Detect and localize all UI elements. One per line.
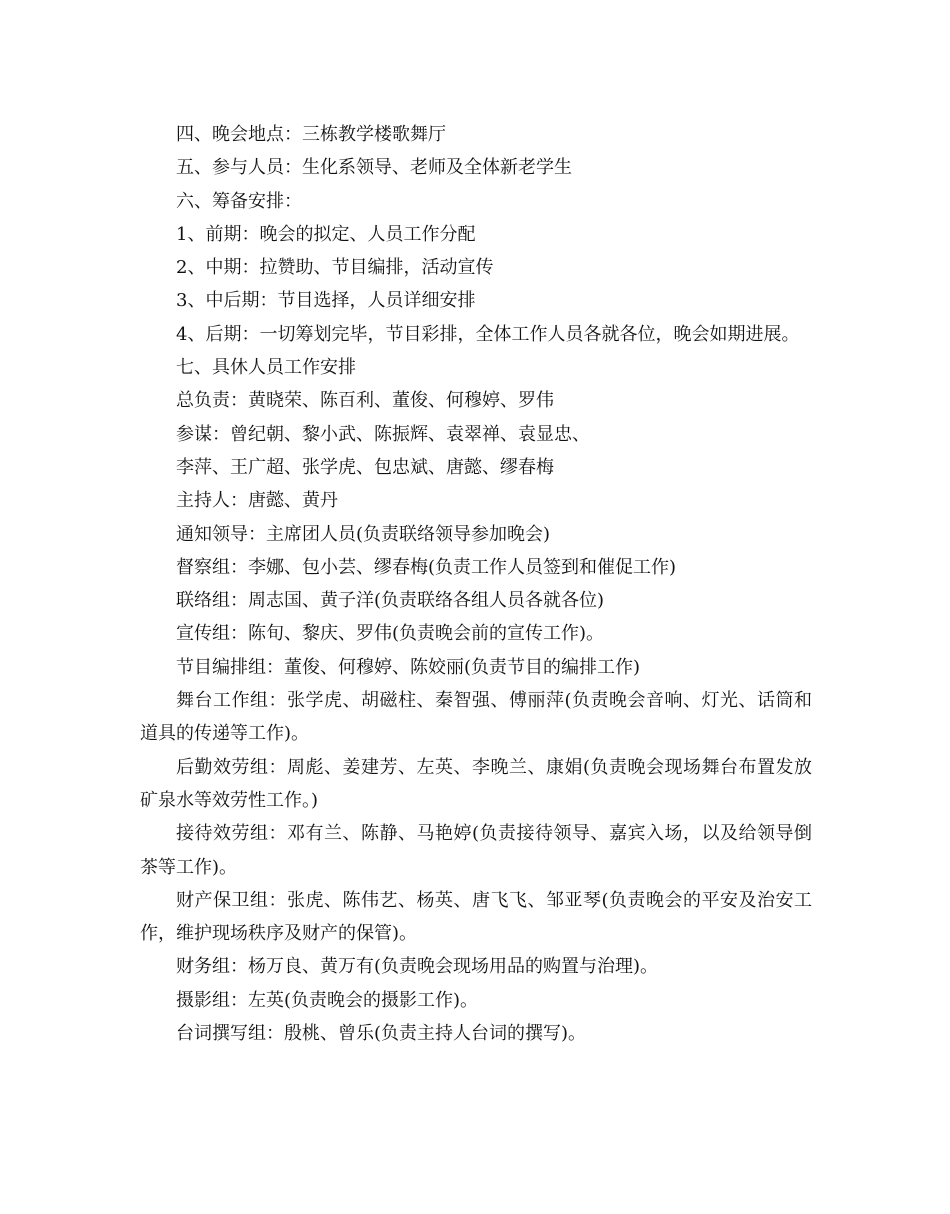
paragraph-general-lead: 总负责：黄晓荣、陈百利、董俊、何穆婷、罗伟	[176, 390, 554, 412]
paragraph-reception: 接待效劳组：邓有兰、陈静、马艳婷(负责接待领导、嘉宾入场，以及给领导倒茶等工作)。	[140, 823, 812, 878]
paragraph-stage: 舞台工作组：张学虎、胡磁柱、秦智强、傅丽萍(负责晚会音响、灯光、话筒和道具的传递等工作)。	[140, 690, 812, 745]
paragraph-advisors: 参谋：曾纪朝、黎小武、陈振辉、袁翠禅、袁显忠、	[176, 423, 590, 445]
paragraph-program: 节目编排组：董俊、何穆婷、陈姣丽(负责节目的编排工作)	[176, 656, 641, 678]
paragraph-prep-mid-late: 3、中后期：节目选择，人员详细安排	[176, 290, 476, 312]
paragraph-hosts: 主持人：唐懿、黄丹	[176, 490, 338, 512]
paragraph-security: 财产保卫组：张虎、陈伟艺、杨英、唐飞飞、邹亚琴(负责晚会的平安及治安工作，维护现场秩序及财产的保管)。	[140, 889, 812, 945]
paragraph-notify-leaders: 通知领导：主席团人员(负责联络领导参加晚会)	[176, 523, 551, 545]
paragraph-venue: 四、晚会地点：三栋教学楼歌舞厅	[176, 124, 446, 145]
paragraph-preparation-heading: 六、筹备安排：	[176, 190, 302, 212]
paragraph-liaison: 联络组：周志国、黄子洋(负责联络各组人员各就各位)	[176, 590, 605, 612]
paragraph-supervision: 督察组：李娜、包小芸、缪春梅(负责工作人员签到和催促工作)	[176, 556, 677, 578]
paragraph-publicity: 宣传组：陈旬、黎庆、罗伟(负责晚会前的宣传工作)。	[176, 623, 605, 645]
paragraph-script-writing: 台词撰写组：殷桃、曾乐(负责主持人台词的撰写)。	[176, 1023, 587, 1045]
paragraph-prep-early: 1、前期：晚会的拟定、人员工作分配	[176, 223, 476, 245]
paragraph-prep-middle: 2、中期：拉赞助、节目编排，活动宣传	[176, 257, 494, 279]
paragraph-finance: 财务组：杨万良、黄万有(负责晚会现场用品的购置与治理)。	[176, 956, 659, 978]
document-body	[140, 118, 812, 1050]
paragraph-logistics: 后勤效劳组：周彪、姜建芳、左英、李晚兰、康娟(负责晚会现场舞台布置发放矿泉水等效劳性工作。)	[140, 756, 812, 811]
paragraph-staff-heading: 七、具休人员工作安排	[176, 357, 356, 379]
paragraph-advisors-cont: 李萍、王广超、张学虎、包忠斌、唐懿、缪春梅	[176, 456, 554, 478]
paragraph-photography: 摄影组：左英(负责晚会的摄影工作)。	[176, 989, 479, 1011]
paragraph-participants: 五、参与人员：生化系领导、老师及全体新老学生	[176, 157, 572, 179]
paragraph-prep-late: 4、后期：一切筹划完毕，节目彩排，全体工作人员各就各位，晚会如期进展。	[176, 323, 800, 345]
